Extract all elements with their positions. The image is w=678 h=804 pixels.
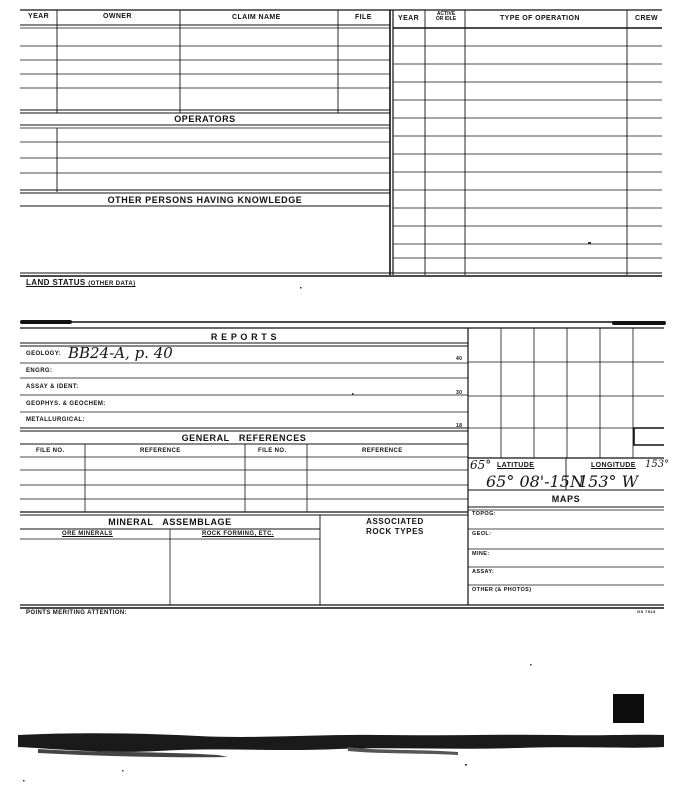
maps-assay: ASSAY: <box>472 569 495 575</box>
latitude-prefix-handwritten: 65° <box>470 458 492 472</box>
scan-streak <box>18 727 664 759</box>
associated-line: ASSOCIATED <box>366 517 424 526</box>
land-status-sublabel: (OTHER DATA) <box>88 281 136 287</box>
report-row-engrg: ENGRG: <box>26 368 53 374</box>
longitude-label: LONGITUDE <box>591 462 636 469</box>
col-header-year: YEAR <box>28 13 50 20</box>
ref-col-reference-2: REFERENCE <box>362 448 403 454</box>
latitude-value-handwritten: 65° 08'-15N <box>486 472 584 491</box>
report-row-assay: ASSAY & IDENT: <box>26 384 79 390</box>
longitude-suffix-handwritten: 153° <box>645 459 670 470</box>
geology-handwritten-ref: BB24-A, p. 40 <box>68 344 173 362</box>
ref-col-file-no-2: FILE NO. <box>258 448 287 454</box>
ref-col-reference-1: REFERENCE <box>140 448 181 454</box>
or-idle-line: OR IDLE <box>435 16 457 22</box>
latitude-label: LATITUDE <box>497 462 535 469</box>
maps-title: MAPS <box>551 494 581 504</box>
maps-geol: GEOL: <box>472 531 492 537</box>
col-header-owner: OWNER <box>103 13 132 20</box>
col-header-year-right: YEAR <box>398 15 420 22</box>
col-header-crew: CREW <box>635 15 658 22</box>
maps-other-photos: OTHER (& PHOTOS) <box>472 587 532 593</box>
maps-topog: TOPOG: <box>472 511 496 517</box>
general-references-title: GENERAL REFERENCES <box>181 433 307 443</box>
black-scan-mark <box>613 694 644 723</box>
land-status-label <box>26 278 136 287</box>
report-row-metallurgical: METALLURGICAL: <box>26 417 85 423</box>
reports-title: R E P O R T S <box>210 332 278 342</box>
operators-title: OPERATORS <box>174 114 236 124</box>
ore-minerals-label: ORE MINERALS <box>62 531 113 537</box>
form-code: GS 7913 <box>637 609 656 614</box>
col-header-file: FILE <box>355 14 372 21</box>
rock-forming-label: ROCK FORMING, ETC. <box>202 531 274 537</box>
rock-types-line: ROCK TYPES <box>365 527 424 536</box>
report-row-geophys: GEOPHYS. & GEOCHEM: <box>26 401 106 407</box>
col-header-active-or-idle <box>428 12 464 22</box>
associated-rock-types-label <box>322 517 468 537</box>
mineral-assemblage-title: MINERAL ASSEMBLAGE <box>108 517 232 527</box>
metallurgical-page-num: 18 <box>456 423 463 429</box>
col-header-type-of-operation: TYPE OF OPERATION <box>500 15 580 22</box>
col-header-claim-name: CLAIM NAME <box>232 14 281 21</box>
land-status-text: LAND STATUS <box>26 278 86 287</box>
geology-page-num: 40 <box>456 356 463 362</box>
points-meriting-attention-label: POINTS MERITING ATTENTION: <box>26 610 128 616</box>
active-line: ACTIVE <box>436 11 456 17</box>
longitude-value-handwritten: 153° W <box>578 472 639 491</box>
other-persons-title: OTHER PERSONS HAVING KNOWLEDGE <box>107 195 303 205</box>
maps-mine: MINE: <box>472 551 490 557</box>
assay-page-num: 30 <box>456 390 463 396</box>
ref-col-file-no-1: FILE NO. <box>36 448 65 454</box>
report-row-geology: GEOLOGY: <box>26 351 62 357</box>
